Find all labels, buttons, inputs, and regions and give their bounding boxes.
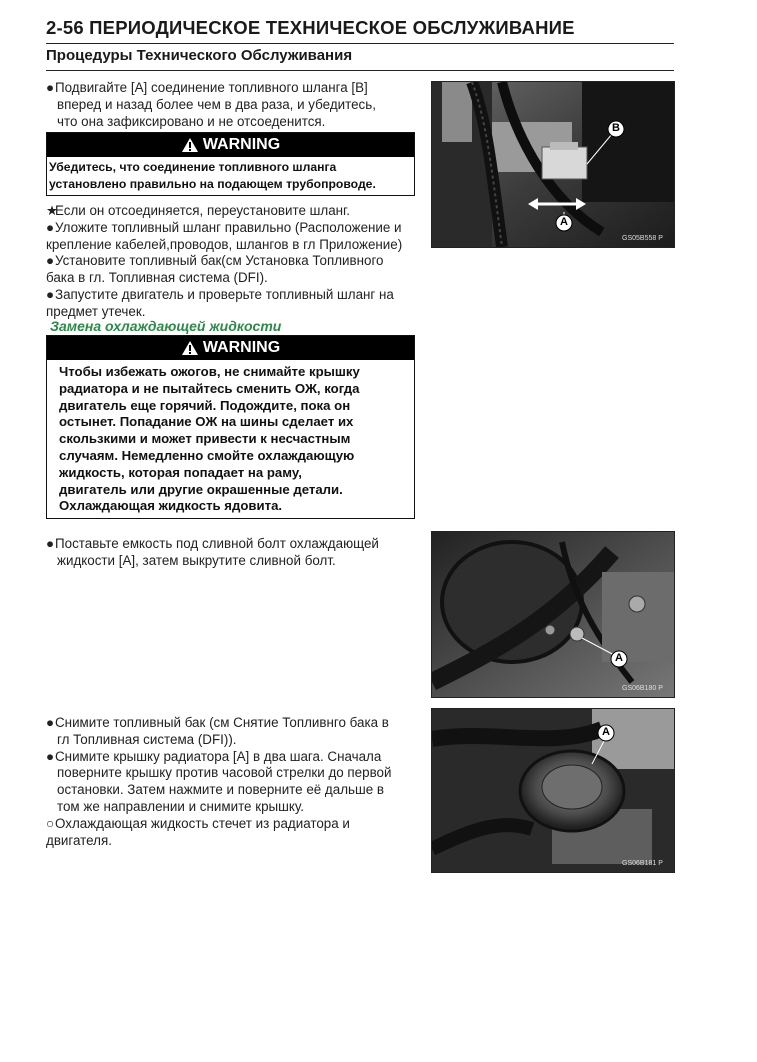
warning-header bbox=[47, 336, 414, 360]
figure-fuel-hose-joint bbox=[431, 81, 675, 248]
callout-a-label: A bbox=[602, 726, 610, 738]
callout-b-label: B bbox=[612, 122, 620, 134]
list-item: ●Подвигайте [A] соединение топливного шланга [B] bbox=[46, 80, 368, 95]
section-title-coolant: Замена охлаждающей жидкости bbox=[50, 318, 282, 334]
list-item: ●Снимите крышку радиатора [A] в два шага. Сначала bbox=[46, 748, 382, 764]
warning-triangle-icon bbox=[181, 137, 199, 153]
warning-triangle-icon bbox=[181, 340, 199, 356]
drain-bolt-photo-illustration bbox=[432, 532, 674, 697]
instruction-block-radiator-cap bbox=[46, 715, 391, 849]
header-rule bbox=[46, 43, 674, 44]
warning-text: Чтобы избежать ожогов, не снимайте крышку радиатора и не пытайтесь сменить ОЖ, когда двигатель еще горячий. Подождите, пока он остынет. Попадание ОЖ на шины сделает их скользкими и может привести к несчастным случаям. Немедленно смойте охлаждающую жидкость, которая попадает на раму, двигатель или другие окрашенные детали. Охлаждающая жидкость ядовита. bbox=[59, 364, 360, 514]
page-title: 2-56 ПЕРИОДИЧЕСКОЕ ТЕХНИЧЕСКОЕ ОБСЛУЖИВАНИЕ bbox=[46, 17, 575, 38]
instruction-block-drain-bolt bbox=[46, 536, 379, 570]
list-item-continuation: остановки. Затем нажмите и поверните её дальше в bbox=[57, 782, 385, 798]
figure-code: GS06B181 P bbox=[622, 860, 663, 867]
list-item: ○Охлаждающая жидкость стечет из радиатора и bbox=[46, 815, 350, 831]
bullet-icon: ● bbox=[46, 286, 55, 302]
list-item: ●Уложите топливный шланг правильно (Расположение и bbox=[46, 219, 402, 235]
fuel-hose-photo-illustration bbox=[432, 82, 674, 247]
list-item-continuation: жидкости [A], затем выкрутите сливной болт. bbox=[57, 552, 336, 568]
bullet-icon: ● bbox=[46, 80, 55, 95]
figure-code: GS05B558 P bbox=[622, 235, 663, 242]
radiator-cap-photo-illustration bbox=[432, 709, 674, 872]
subtitle-rule bbox=[46, 70, 674, 71]
star-icon: ★ bbox=[46, 203, 59, 218]
list-item: ●Установите топливный бак(см Установка Топливного bbox=[46, 253, 384, 269]
figure-code: GS06B180 P bbox=[622, 685, 663, 692]
figure-drain-bolt bbox=[431, 531, 675, 698]
list-item: ★Если он отсоединяется, переустановите шланг. bbox=[46, 203, 351, 218]
list-item-continuation: двигателя. bbox=[46, 832, 112, 848]
bullet-icon: ● bbox=[46, 219, 55, 235]
list-item-continuation: бака в гл. Топливная система (DFI). bbox=[46, 270, 268, 286]
list-item-continuation: крепление кабелей,проводов, шлангов в гл Приложение) bbox=[46, 236, 403, 252]
list-item-continuation: что она зафиксировано и не отсоеденится. bbox=[57, 113, 326, 129]
list-item: ●Запустите двигатель и проверьте топливный шланг на bbox=[46, 286, 394, 302]
warning-box-coolant bbox=[46, 335, 415, 519]
instruction-block-hose-routing bbox=[46, 203, 402, 321]
page-subtitle: Процедуры Технического Обслуживания bbox=[46, 47, 353, 64]
figure-radiator-cap bbox=[431, 708, 675, 873]
list-item-continuation: гл Топливная система (DFI)). bbox=[57, 731, 237, 747]
bullet-icon: ● bbox=[46, 253, 55, 269]
list-item-continuation: поверните крышку против часовой стрелки до первой bbox=[57, 765, 392, 781]
warning-text: Убедитесь, что соединение топливного шланга установлено правильно на подающем трубопроводе. bbox=[49, 160, 376, 191]
warning-header bbox=[47, 133, 414, 157]
warning-label: WARNING bbox=[202, 339, 281, 356]
instruction-block-hose-check bbox=[46, 80, 376, 130]
list-item-continuation: предмет утечек. bbox=[46, 303, 146, 319]
list-item: ●Поставьте емкость под сливной болт охлаждающей bbox=[46, 536, 379, 551]
list-item: ●Снимите топливный бак (см Снятие Топливнго бака в bbox=[46, 715, 389, 730]
circle-bullet-icon: ○ bbox=[46, 815, 55, 831]
callout-a-label: A bbox=[615, 652, 623, 664]
warning-label: WARNING bbox=[202, 136, 281, 153]
warning-box-hose bbox=[46, 132, 415, 196]
bullet-icon: ● bbox=[46, 536, 55, 551]
bullet-icon: ● bbox=[46, 748, 55, 764]
callout-a-label: A bbox=[560, 216, 568, 228]
list-item-continuation: вперед и назад более чем в два раза, и убедитесь, bbox=[57, 96, 376, 112]
list-item-continuation: том же направлении и снимите крышку. bbox=[57, 798, 304, 814]
bullet-icon: ● bbox=[46, 715, 55, 730]
